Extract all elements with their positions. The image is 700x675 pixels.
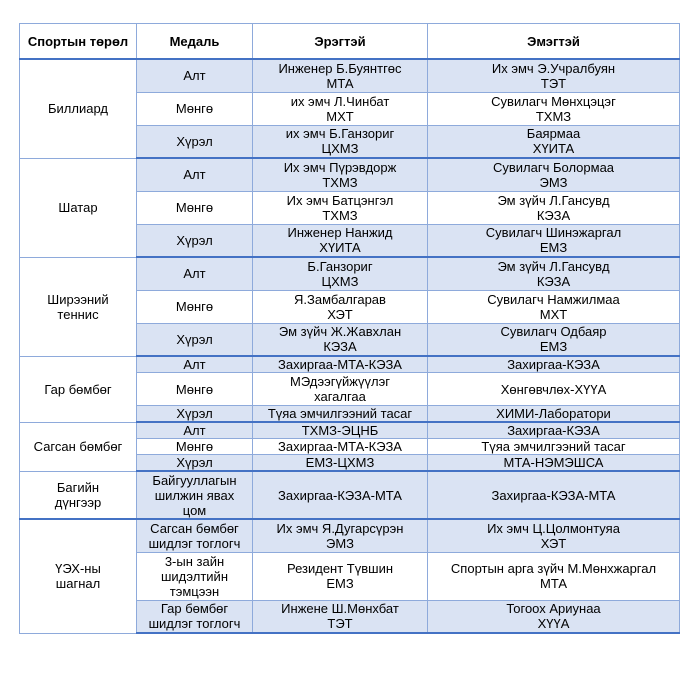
women-winner-cell: Их эмч Э.Учралбуян ТЭТ (428, 59, 680, 92)
sport-name: Биллиард (20, 59, 137, 158)
men-winner-cell: Захиргаа-МТА-КЭЗА (253, 439, 428, 455)
men-winner-cell: Инжене Ш.Мөнхбат ТЭТ (253, 600, 428, 633)
sport-name: Гар бөмбөг (20, 356, 137, 422)
women-winner-cell: Захиргаа-КЭЗА (428, 356, 680, 373)
table-row (20, 519, 680, 552)
table-row (20, 471, 680, 519)
women-winner-cell: Тогоох Ариунаа ХҮҮА (428, 600, 680, 633)
medal-cell: Хүрэл (137, 406, 253, 423)
women-winner-cell: Захиргаа-КЭЗА-МТА (428, 471, 680, 519)
men-winner-cell: Резидент Түвшин ЕМЗ (253, 552, 428, 600)
women-winner-cell: ХИМИ-Лаборатори (428, 406, 680, 423)
men-winner-cell: Их эмч Пүрэвдорж ТХМЗ (253, 158, 428, 191)
women-winner-cell: Баярмаа ХҮИТА (428, 125, 680, 158)
medal-cell: Алт (137, 356, 253, 373)
table-row (20, 158, 680, 191)
medal-cell: 3-ын зайн шидэлтийн тэмцээн (137, 552, 253, 600)
men-winner-cell: их эмч Б.Ганзориг ЦХМЗ (253, 125, 428, 158)
table-row (20, 356, 680, 373)
men-winner-cell: ЕМЗ-ЦХМЗ (253, 455, 428, 472)
medal-cell: Хүрэл (137, 455, 253, 472)
sport-group (20, 257, 680, 356)
medal-cell: Хүрэл (137, 125, 253, 158)
sport-group (20, 356, 680, 422)
women-winner-cell: Захиргаа-КЭЗА (428, 422, 680, 439)
header-sport: Спортын төрөл (20, 24, 137, 60)
medal-cell: Алт (137, 158, 253, 191)
sport-name: ҮЭХ-ны шагнал (20, 519, 137, 633)
sport-group (20, 519, 680, 633)
sport-name: Багийн дүнгээр (20, 471, 137, 519)
sport-group (20, 59, 680, 158)
women-winner-cell: МТА-НЭМЭШСА (428, 455, 680, 472)
women-winner-cell: Сувилагч Одбаяр ЕМЗ (428, 323, 680, 356)
medal-cell: Хүрэл (137, 224, 253, 257)
medal-cell: Алт (137, 59, 253, 92)
sport-name: Ширээний теннис (20, 257, 137, 356)
women-winner-cell: Спортын арга зүйч М.Мөнхжаргал МТА (428, 552, 680, 600)
women-winner-cell: Эм зүйч Л.Гансувд КЭЗА (428, 191, 680, 224)
header-men: Эрэгтэй (253, 24, 428, 60)
men-winner-cell: Захиргаа-МТА-КЭЗА (253, 356, 428, 373)
medal-cell: Мөнгө (137, 373, 253, 406)
header-women: Эмэгтэй (428, 24, 680, 60)
sport-group (20, 158, 680, 257)
awards-table (19, 23, 680, 634)
header-medal: Медаль (137, 24, 253, 60)
sport-name: Сагсан бөмбөг (20, 422, 137, 471)
medal-cell: Гар бөмбөг шидлэг тоглогч (137, 600, 253, 633)
men-winner-cell: Их эмч Я.Дугарсүрэн ЭМЗ (253, 519, 428, 552)
medal-cell: Мөнгө (137, 290, 253, 323)
men-winner-cell: Я.Замбалгарав ХЭТ (253, 290, 428, 323)
medal-cell: Байгууллагын шилжин явах цом (137, 471, 253, 519)
table-row (20, 422, 680, 439)
women-winner-cell: Түяа эмчилгээний тасаг (428, 439, 680, 455)
medal-cell: Мөнгө (137, 191, 253, 224)
women-winner-cell: Сувилагч Шинэжаргал ЕМЗ (428, 224, 680, 257)
women-winner-cell: Их эмч Ц.Цолмонтуяа ХЭТ (428, 519, 680, 552)
women-winner-cell: Сувилагч Болормаа ЭМЗ (428, 158, 680, 191)
men-winner-cell: Инженер Нанжид ХҮИТА (253, 224, 428, 257)
women-winner-cell: Эм зүйч Л.Гансувд КЭЗА (428, 257, 680, 290)
men-winner-cell: Түяа эмчилгээний тасаг (253, 406, 428, 423)
medal-cell: Алт (137, 257, 253, 290)
women-winner-cell: Сувилагч Намжилмаа МХТ (428, 290, 680, 323)
men-winner-cell: Б.Ганзориг ЦХМЗ (253, 257, 428, 290)
men-winner-cell: Захиргаа-КЭЗА-МТА (253, 471, 428, 519)
sport-group (20, 422, 680, 471)
women-winner-cell: Хөнгөвчлөх-ХҮҮА (428, 373, 680, 406)
medal-cell: Мөнгө (137, 92, 253, 125)
table-header-row (20, 24, 680, 60)
table-row (20, 257, 680, 290)
men-winner-cell: Инженер Б.Буянтгөс МТА (253, 59, 428, 92)
medal-cell: Сагсан бөмбөг шидлэг тоглогч (137, 519, 253, 552)
men-winner-cell: МЭдээгүйжүүлэг хагалгаа (253, 373, 428, 406)
women-winner-cell: Сувилагч Мөнхцэцэг ТХМЗ (428, 92, 680, 125)
medal-cell: Хүрэл (137, 323, 253, 356)
table-row (20, 59, 680, 92)
men-winner-cell: их эмч Л.Чинбат МХТ (253, 92, 428, 125)
sport-name: Шатар (20, 158, 137, 257)
men-winner-cell: Их эмч Батцэнгэл ТХМЗ (253, 191, 428, 224)
men-winner-cell: Эм зүйч Ж.Жавхлан КЭЗА (253, 323, 428, 356)
medal-cell: Алт (137, 422, 253, 439)
sport-group (20, 471, 680, 519)
medal-cell: Мөнгө (137, 439, 253, 455)
men-winner-cell: ТХМЗ-ЭЦНБ (253, 422, 428, 439)
